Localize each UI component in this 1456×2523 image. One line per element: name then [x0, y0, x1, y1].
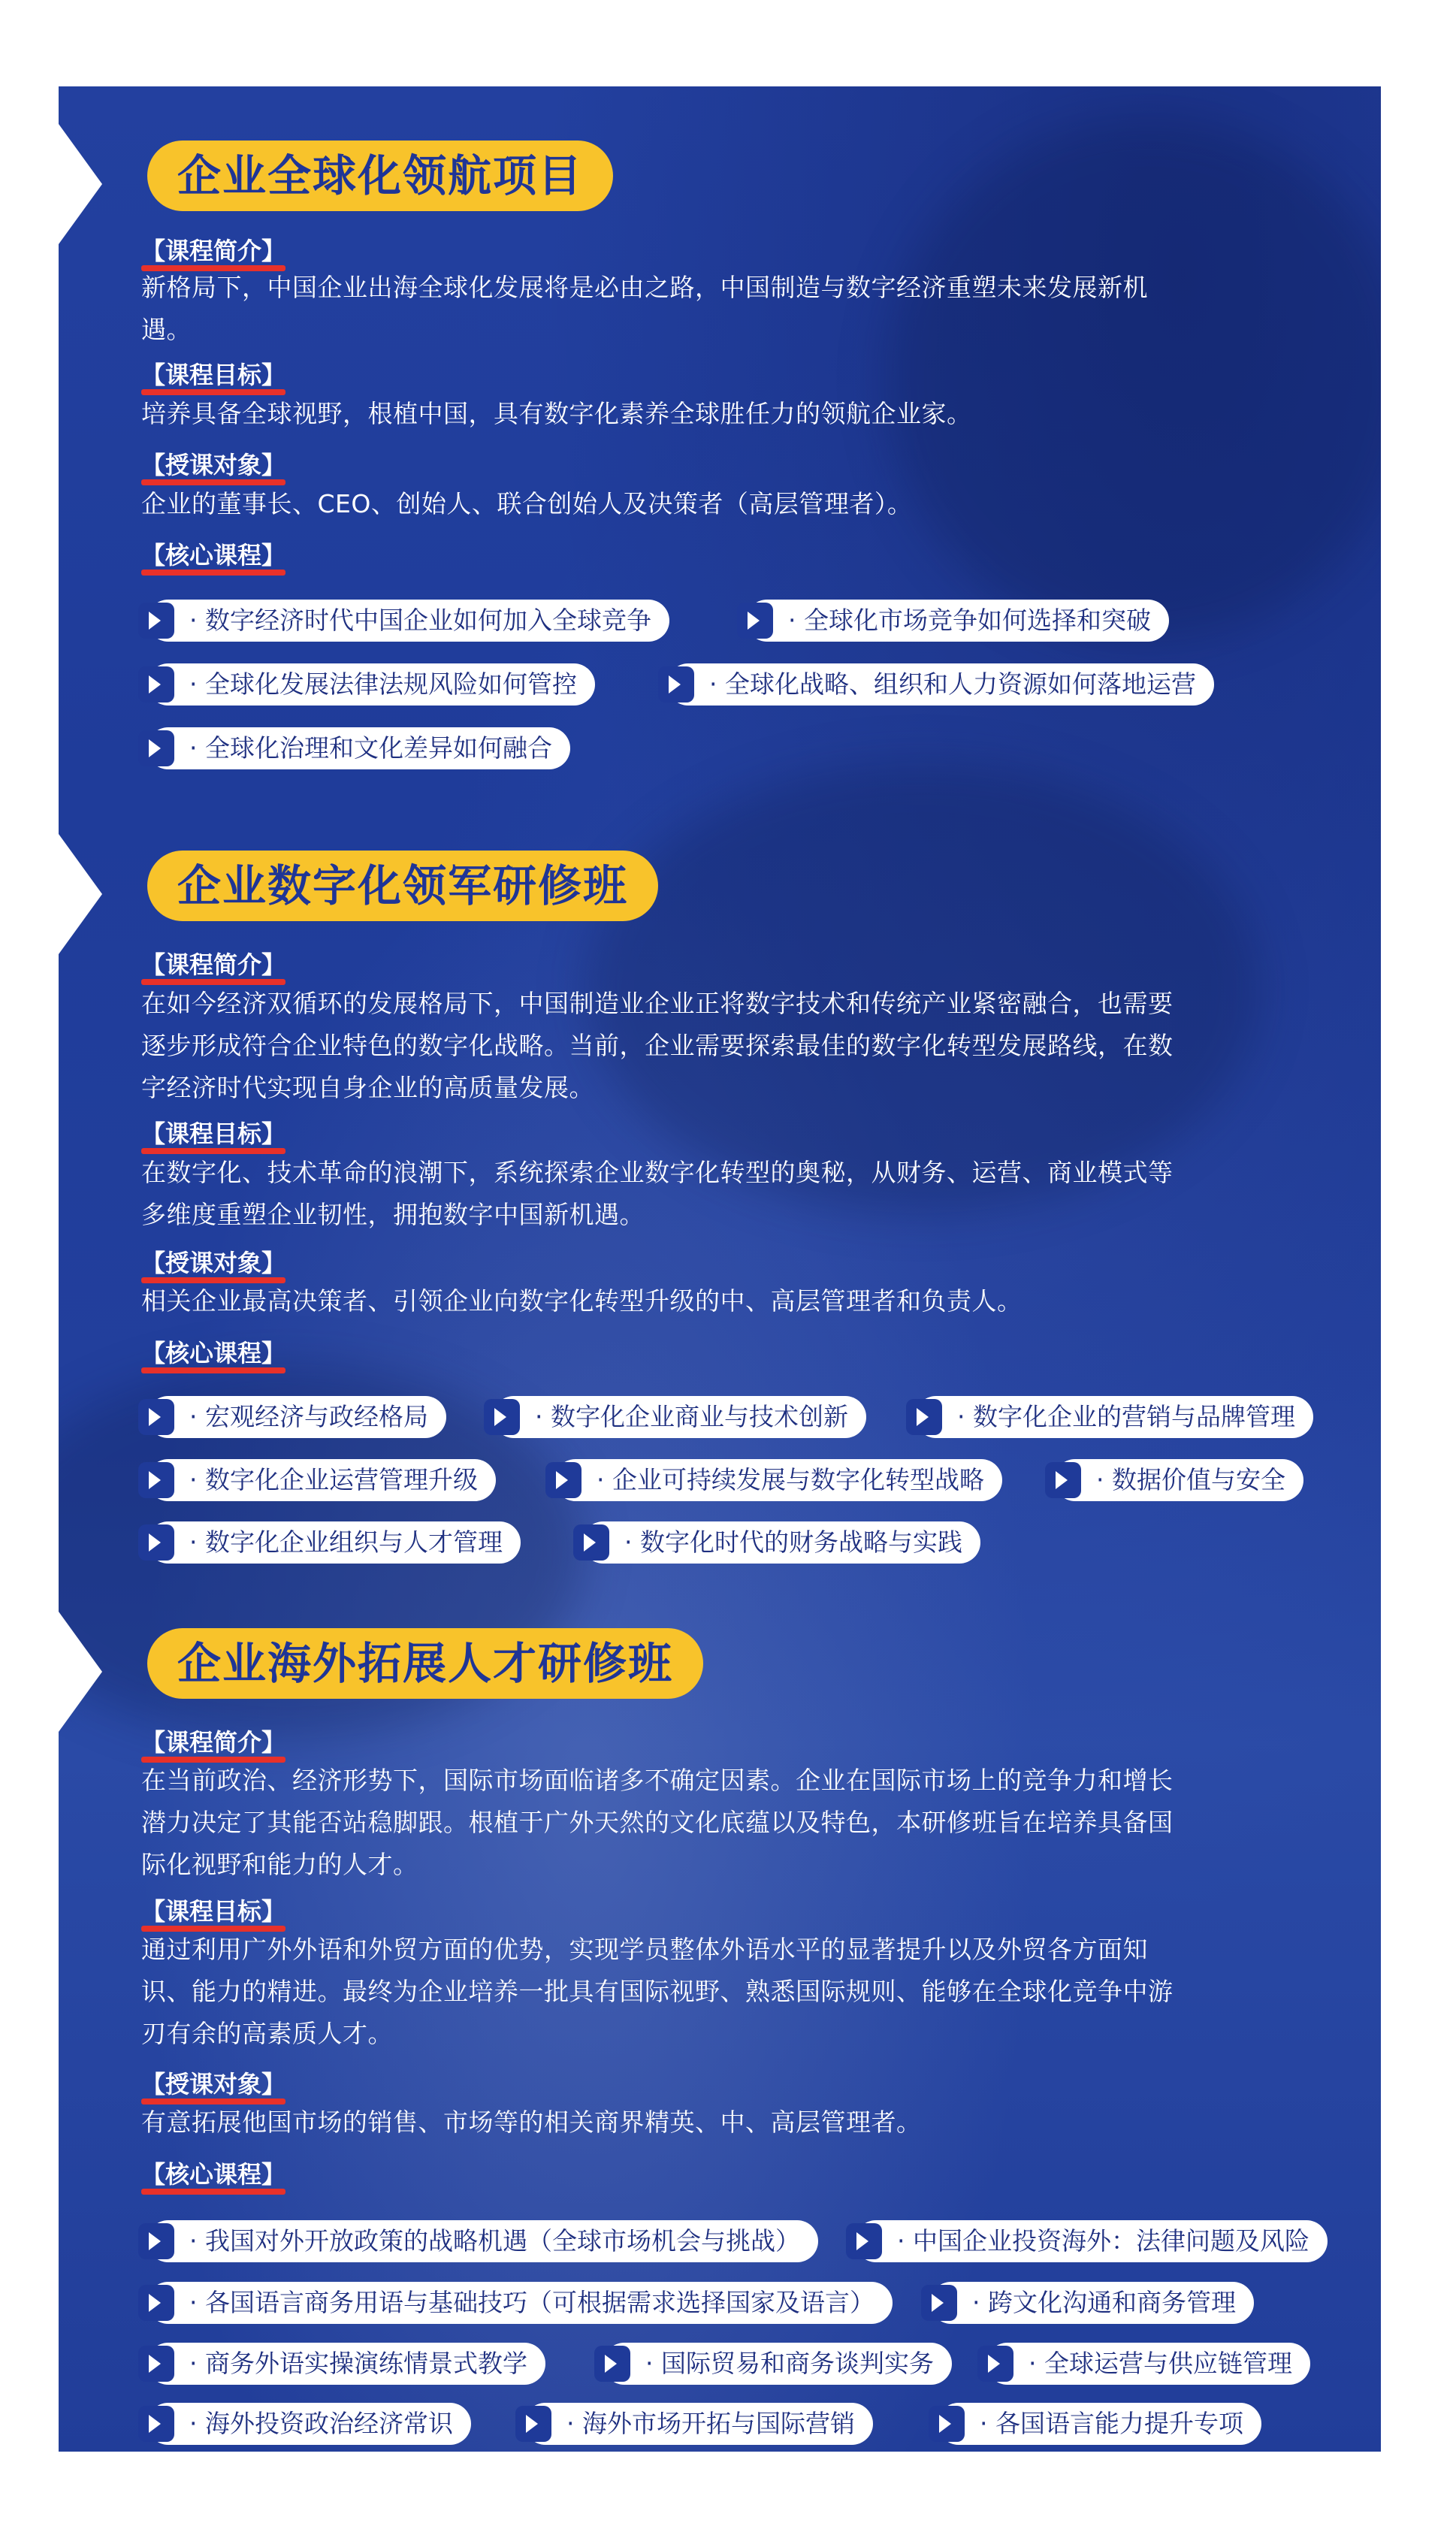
course-tag: · 数字化企业组织与人才管理: [147, 1521, 521, 1564]
goal-text: 通过利用广外外语和外贸方面的优势，实现学员整体外语水平的显著提升以及外贸各方面知 识、能力的精进。最终为企业培养一批具有国际视野、熟悉国际规则、能够在全球化竞争中游 刃有余的高素质人才。: [141, 1935, 1174, 2048]
course-tag: · 我国对外开放政策的战略机遇（全球市场机会与挑战）: [147, 2220, 818, 2262]
intro-text: 在当前政治、经济形势下，国际市场面临诸多不确定因素。企业在国际市场上的竞争力和增长 潜力决定了其能否站稳脚跟。根植于广外天然的文化底蕴以及特色，本研修班旨在培养具备国 际化视野和能力的人才。: [141, 1766, 1174, 1879]
intro-label: 【课程简介】: [141, 1728, 285, 1758]
play-arrow-icon: [594, 2346, 630, 2382]
course-tag: · 中国企业投资海外：法律问题及风险: [855, 2220, 1328, 2262]
play-arrow-icon: [138, 2223, 174, 2259]
goal-text: 培养具备全球视野，根植中国，具有数字化素养全球胜任力的领航企业家。: [141, 399, 972, 428]
audience-text: 相关企业最高决策者、引领企业向数字化转型升级的中、高层管理者和负责人。: [141, 1286, 1023, 1316]
core-label: 【核心课程】: [141, 1339, 285, 1369]
label-underline: [141, 570, 285, 576]
play-arrow-icon: [929, 2406, 965, 2442]
intro-text: 新格局下，中国企业出海全球化发展将是必由之路，中国制造与数字经济重塑未来发展新机 遇。: [141, 273, 1148, 344]
background-foliage: [885, 116, 1381, 642]
course-tag: · 全球化市场竞争如何选择和突破: [746, 600, 1169, 642]
play-arrow-icon: [138, 666, 174, 703]
play-arrow-icon: [138, 1524, 174, 1561]
course-tag: · 全球化战略、组织和人力资源如何落地运营: [667, 663, 1214, 706]
course-tag: · 国际贸易和商务谈判实务: [603, 2343, 952, 2385]
play-arrow-icon: [515, 2406, 551, 2442]
play-arrow-icon: [138, 2406, 174, 2442]
core-label: 【核心课程】: [141, 2160, 285, 2190]
course-tag: · 企业可持续发展与数字化转型战略: [554, 1459, 1002, 1501]
core-label: 【核心课程】: [141, 541, 285, 571]
play-arrow-icon: [138, 2285, 174, 2321]
label-underline: [141, 2189, 285, 2195]
play-arrow-icon: [138, 2346, 174, 2382]
course-tag: · 商务外语实操演练情景式教学: [147, 2343, 545, 2385]
course-tag: · 数字化时代的财务战略与实践: [582, 1521, 980, 1564]
section-title: 企业全球化领航项目: [147, 141, 613, 211]
play-arrow-icon: [658, 666, 694, 703]
course-tag: · 全球化治理和文化差异如何融合: [147, 727, 570, 769]
section-notch: [59, 834, 102, 954]
goal-text: 在数字化、技术革命的浪潮下，系统探索企业数字化转型的奥秘，从财务、运营、商业模式等 多维度重塑企业韧性，拥抱数字中国新机遇。: [141, 1158, 1174, 1229]
audience-label: 【授课对象】: [141, 1249, 285, 1279]
play-arrow-icon: [921, 2285, 957, 2321]
play-arrow-icon: [573, 1524, 609, 1561]
play-arrow-icon: [138, 1399, 174, 1435]
course-tag: · 数据价值与安全: [1054, 1459, 1303, 1501]
intro-label: 【课程简介】: [141, 237, 285, 267]
goal-label: 【课程目标】: [141, 1119, 285, 1150]
blue-content-panel: [59, 86, 1381, 2452]
course-tag: · 海外投资政治经济常识: [147, 2403, 471, 2445]
audience-text: 有意拓展他国市场的销售、市场等的相关商界精英、中、高层管理者。: [141, 2108, 922, 2137]
course-tag: · 各国语言商务用语与基础技巧（可根据需求选择国家及语言）: [147, 2282, 893, 2324]
section-notch: [59, 1612, 102, 1732]
course-tag: · 数字化企业商业与技术创新: [493, 1396, 866, 1438]
course-tag: · 各国语言能力提升专项: [938, 2403, 1261, 2445]
play-arrow-icon: [138, 603, 174, 639]
course-tag: · 宏观经济与政经格局: [147, 1396, 446, 1438]
audience-label: 【授课对象】: [141, 451, 285, 481]
goal-label: 【课程目标】: [141, 361, 285, 391]
play-arrow-icon: [906, 1399, 942, 1435]
audience-label: 【授课对象】: [141, 2070, 285, 2100]
course-tag: · 数字化企业的营销与品牌管理: [915, 1396, 1313, 1438]
goal-label: 【课程目标】: [141, 1897, 285, 1927]
play-arrow-icon: [977, 2346, 1013, 2382]
audience-text: 企业的董事长、CEO、创始人、联合创始人及决策者（高层管理者）。: [141, 489, 913, 518]
course-tag: · 全球化发展法律法规风险如何管控: [147, 663, 595, 706]
intro-label: 【课程简介】: [141, 950, 285, 980]
course-tag: · 数字经济时代中国企业如何加入全球竞争: [147, 600, 669, 642]
play-arrow-icon: [846, 2223, 882, 2259]
course-tag: · 海外市场开拓与国际营销: [524, 2403, 873, 2445]
section-title: 企业海外拓展人才研修班: [147, 1628, 703, 1699]
play-arrow-icon: [138, 730, 174, 766]
intro-text: 在如今经济双循环的发展格局下，中国制造业企业正将数字技术和传统产业紧密融合，也需要 逐步形成符合企业特色的数字化战略。当前，企业需要探索最佳的数字化转型发展路线，在数 字经济时代实现自身企业的高质量发展。: [141, 989, 1174, 1102]
section-notch: [59, 124, 102, 244]
play-arrow-icon: [138, 1462, 174, 1498]
section-title: 企业数字化领军研修班: [147, 851, 658, 921]
play-arrow-icon: [484, 1399, 520, 1435]
label-underline: [141, 1367, 285, 1373]
course-tag: · 数字化企业运营管理升级: [147, 1459, 496, 1501]
play-arrow-icon: [545, 1462, 581, 1498]
course-tag: · 全球运营与供应链管理: [986, 2343, 1310, 2385]
play-arrow-icon: [737, 603, 773, 639]
play-arrow-icon: [1045, 1462, 1081, 1498]
course-tag: · 跨文化沟通和商务管理: [930, 2282, 1254, 2324]
